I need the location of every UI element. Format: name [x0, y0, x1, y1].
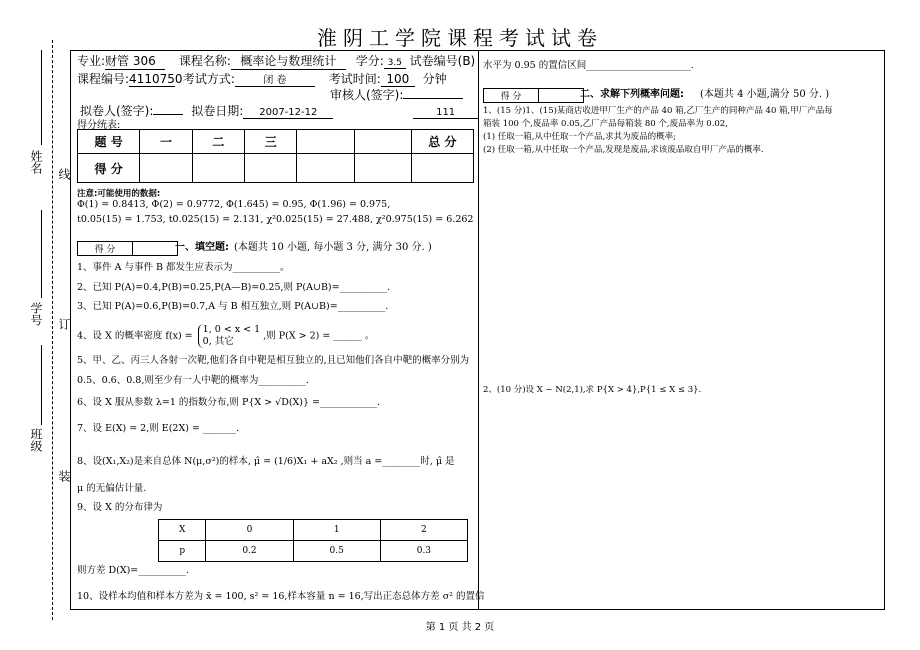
question-9-variance: 则方差 D(X)=__________.	[77, 565, 189, 576]
time-label: 考试时间:	[328, 72, 381, 86]
method-value: 闭 卷	[235, 71, 315, 87]
class-underline	[41, 345, 42, 425]
paper-value: (B)	[457, 54, 476, 68]
column-divider	[478, 50, 479, 610]
code-label: 课程编号:	[77, 72, 130, 86]
score-summary-label: 得分统表:	[77, 120, 121, 131]
piecewise-case-1: 1, 0 < x < 1	[202, 324, 261, 335]
distribution-row	[159, 541, 468, 562]
reviewer-label: 审核人(签字):	[330, 88, 404, 102]
distribution-cell: 2	[380, 520, 467, 541]
side-label-name: 姓名	[29, 150, 43, 174]
binding-line	[52, 40, 53, 620]
side-label-staple: 装	[57, 470, 71, 482]
distribution-cell: 1	[293, 520, 380, 541]
distribution-cell: 0.5	[293, 541, 380, 562]
page-number: 第 1 页 共 2 页	[425, 622, 495, 633]
score-cell: 题 号	[78, 130, 140, 154]
piecewise-case-2: 0, 其它	[202, 336, 234, 347]
side-label-bind: 订	[57, 318, 71, 330]
question-6: 6、设 X 服从参数 λ=1 的指数分布,则 P{X > √D(X)} =____________.	[77, 397, 381, 408]
name-underline	[41, 50, 42, 145]
extra-value: 111	[413, 107, 478, 119]
course-value: 概率论与数理统计	[231, 52, 346, 70]
question-4	[77, 324, 374, 348]
question-7: 7、设 E(X) = 2,则 E(2X) = _______.	[77, 423, 240, 434]
question-3: 3、已知 P(A)=0.6,P(B)=0.7,A 与 B 相互独立,则 P(A∪B)=__________.	[77, 301, 389, 312]
credit-value: 3.5	[384, 58, 406, 69]
score-cell: 二	[192, 130, 244, 154]
credit-label: 学分:	[355, 54, 384, 68]
question-2: 2、已知 P(A)=0.4,P(B)=0.25,P(A—B)=0.25,则 P(A∪B)=__________.	[77, 282, 391, 293]
score-table-row	[78, 154, 474, 183]
distribution-row	[159, 520, 468, 541]
score-box-value	[539, 89, 584, 103]
score-cell	[354, 154, 411, 183]
distribution-table	[158, 519, 468, 562]
question-4-pre: 4、设 X 的概率密度 f(x) =	[77, 330, 193, 342]
question-4-post: ,则 P(X > 2) = ______ 。	[263, 330, 375, 342]
info-row-2	[77, 70, 447, 87]
date-label: 拟卷日期:	[191, 104, 244, 118]
question-10: 10、设样本均值和样本方差为 x̄ = 100, s² = 16,样本容量 n = 16,写出正态总体方差 σ² 的置信	[77, 591, 485, 602]
section2-desc: (本题共 4 小题,满分 50 分. )	[700, 89, 830, 100]
section2-title: 二、求解下列概率问题:	[580, 89, 684, 100]
score-cell: 得 分	[78, 154, 140, 183]
paper-label: 试卷编号	[409, 54, 458, 68]
distribution-cell: X	[159, 520, 206, 541]
problem-2: 2、(10 分)设 X ~ N(2,1),求 P{X > 4},P{1 ≤ X ≤ 3}.	[483, 385, 702, 395]
distribution-cell: 0	[206, 520, 293, 541]
right-continuation: 水平为 0.95 的置信区间______________________.	[483, 60, 694, 71]
question-8-line-2: μ 的无偏估计量.	[77, 483, 147, 494]
score-cell	[192, 154, 244, 183]
distribution-cell: p	[159, 541, 206, 562]
score-cell	[140, 154, 192, 183]
method-label: 考试方式:	[182, 72, 235, 86]
distribution-cell: 0.3	[380, 541, 467, 562]
problem-1-line-2: 箱装 100 个,废品率 0.05,乙厂产品每箱装 80 个,废品率为 0.02,	[483, 119, 728, 129]
id-underline	[41, 210, 42, 298]
reviewer-value	[403, 98, 463, 99]
exam-title: 淮阴工学院课程考试试卷	[317, 26, 603, 50]
score-cell	[245, 154, 297, 183]
side-label-line: 线	[57, 168, 71, 180]
section2-score-box	[483, 88, 584, 103]
score-cell	[297, 130, 354, 154]
question-9: 9、设 X 的分布律为	[77, 502, 163, 513]
problem-1-part-1: (1) 任取一箱,从中任取一个产品,求其为废品的概率;	[483, 132, 677, 142]
side-label-id: 学号	[29, 302, 43, 326]
score-table	[77, 129, 474, 183]
time-value: 100	[381, 72, 415, 87]
notes-title: 注意:可能使用的数据:	[77, 189, 161, 199]
question-5-line-2: 0.5、0.6、0.8,则至少有一人中靶的概率为__________.	[77, 375, 309, 386]
major-label: 专业:	[77, 54, 106, 68]
problem-1-line-1: 1、(15 分)1、(15)某商店收进甲厂生产的产品 40 箱,乙厂生产的同种产品 40 箱,甲厂产品每	[483, 106, 833, 116]
score-cell	[354, 130, 411, 154]
section1-desc: (本题共 10 小题, 每小题 3 分, 满分 30 分. )	[234, 242, 432, 253]
score-cell: 总 分	[411, 130, 473, 154]
reviewer-row	[330, 86, 463, 103]
notes-line-1: Φ(1) = 0.8413, Φ(2) = 0.9772, Φ(1.645) = 0.95, Φ(1.96) = 0.975,	[77, 199, 391, 210]
score-cell	[411, 154, 473, 183]
course-label: 课程名称:	[178, 54, 231, 68]
score-cell	[297, 154, 354, 183]
score-cell: 一	[140, 130, 192, 154]
author-label: 拟卷人(签字):	[80, 104, 154, 118]
score-table-header	[78, 130, 474, 154]
time-unit: 分钟	[422, 72, 447, 86]
distribution-cell: 0.2	[206, 541, 293, 562]
score-box-value	[133, 242, 178, 256]
author-value	[153, 114, 183, 115]
code-value: 4110750	[129, 72, 183, 86]
section1-score-box	[77, 241, 178, 256]
date-value: 2007-12-12	[243, 107, 333, 119]
question-5-line-1: 5、甲、乙、丙三人各射一次靶,他们各自中靶是相互独立的,且已知他们各自中靶的概率分别为	[77, 355, 470, 366]
section1-title: 一、填空题:	[175, 242, 229, 253]
side-label-class: 班级	[29, 428, 43, 452]
score-cell: 三	[245, 130, 297, 154]
major-value: 财管 306	[105, 52, 165, 70]
problem-1-part-2: (2) 任取一箱,从中任取一个产品,发现是废品,求该废品取自甲厂产品的概率.	[483, 145, 764, 155]
info-row-1	[77, 52, 475, 70]
question-1: 1、事件 A 与事件 B 都发生应表示为__________。	[77, 262, 290, 273]
notes-line-2: t0.05(15) = 1.753, t0.025(15) = 2.131, χ²0.025(15) = 27.488, χ²0.975(15) = 6.262	[77, 214, 474, 225]
score-box-label: 得 分	[484, 89, 539, 103]
question-8-line-1: 8、设(X₁,X₂)是来自总体 N(μ,σ²)的样本, μ̂ = (1/6)X₁ + aX₂ ,则当 a =________时, μ̂ 是	[77, 456, 455, 467]
score-box-label: 得 分	[78, 242, 133, 256]
piecewise-brace	[198, 324, 261, 348]
info-row-3	[80, 102, 478, 119]
